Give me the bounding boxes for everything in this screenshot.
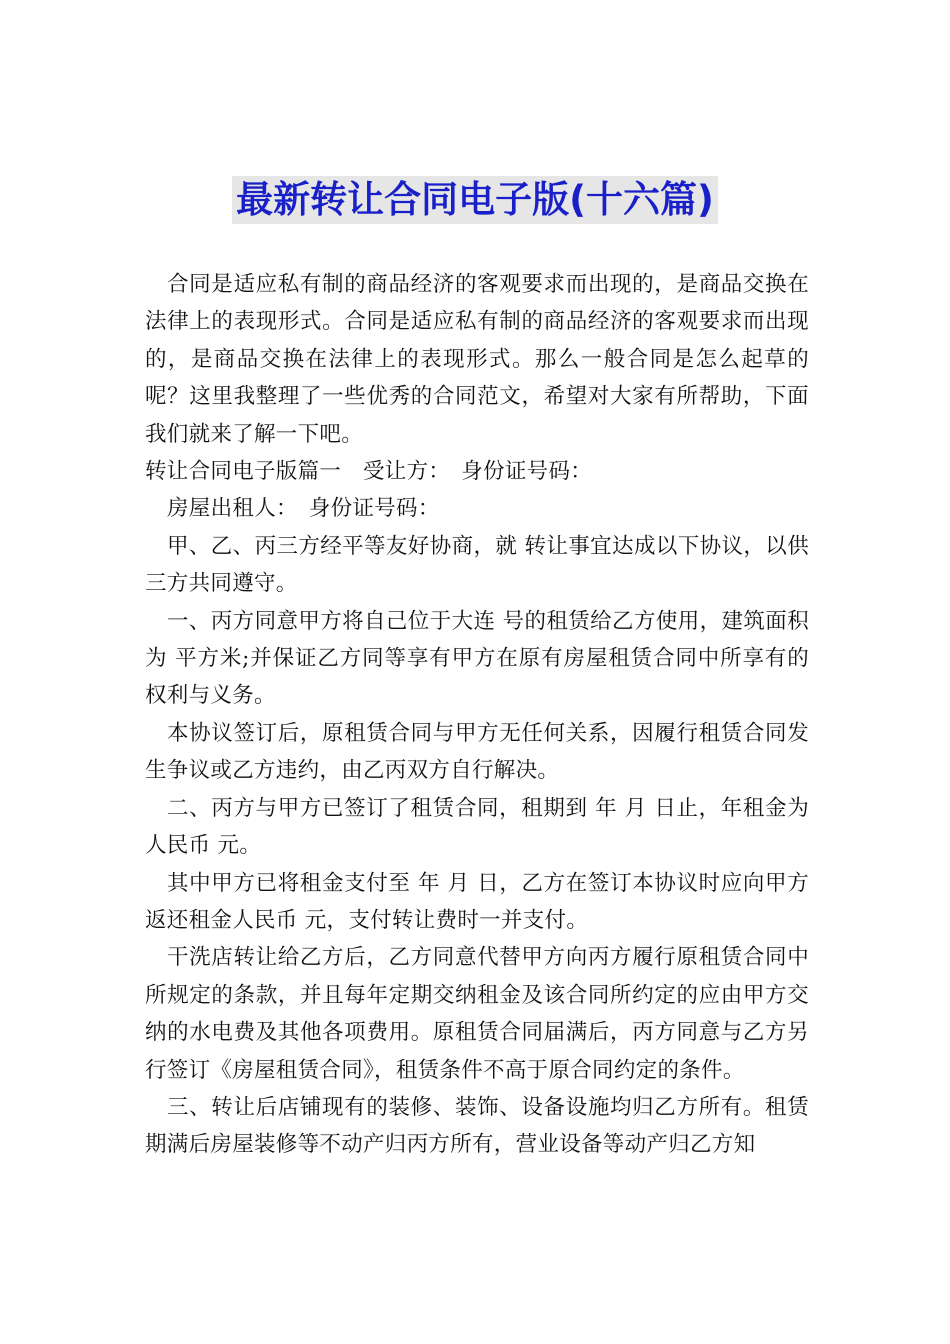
paragraph-intro: 合同是适应私有制的商品经济的客观要求而出现的，是商品交换在法律上的表现形式。合同是适应私有制的商品经济的客观要求而出现的，是商品交换在法律上的表现形式。那么一般合同是怎么起草的呢？这里我整理了一些优秀的合同范文，希望对大家有所帮助，下面我们就来了解一下吧。 [145,272,809,447]
paragraph-lessor: 房屋出租人： 身份证号码： [167,496,440,522]
paragraph-agreement: 甲、乙、丙三方经平等友好协商，就 转让事宜达成以下协议，以供三方共同遵守。 [145,533,809,597]
paragraph-clause-2-rent: 其中甲方已将租金支付至 年 月 日，乙方在签订本协议时应向甲方返还租金人民币 元，支付转让费时一并支付。 [145,870,809,933]
document-body [145,266,809,1164]
title-container [0,176,950,224]
paragraph-clause-1: 一、丙方同意甲方将自己位于大连 号的租赁给乙方使用，建筑面积为 平方米;并保证乙方同等享有甲方在原有房屋租赁合同中所享有的权利与义务。 [145,608,809,709]
paragraph-clause-1-note: 本协议签订后，原租赁合同与甲方无任何关系，因履行租赁合同发生争议或乙方违约，由乙丙双方自行解决。 [145,720,809,784]
paragraph-clause-2-transfer: 干洗店转让给乙方后，乙方同意代替甲方向丙方履行原租赁合同中所规定的条款，并且每年定期交纳租金及该合同所约定的应由甲方交纳的水电费及其他各项费用。原租赁合同届满后，丙方同意与乙方另行签订《房屋租赁合同》，租赁条件不高于原合同约定的条件。 [145,945,809,1083]
document-title: 最新转让合同电子版(十六篇) [232,176,718,224]
paragraph-clause-3: 三、转让后店铺现有的装修、装饰、设备设施均归乙方所有。租赁期满后房屋装修等不动产归丙方所有，营业设备等动产归乙方知 [145,1094,809,1158]
paragraph-clause-2: 二、丙方与甲方已签订了租赁合同，租期到 年 月 日止，年租金为人民币 元。 [145,795,809,859]
paragraph-heading-part1: 转让合同电子版篇一 受让方： 身份证号码： [145,459,593,485]
